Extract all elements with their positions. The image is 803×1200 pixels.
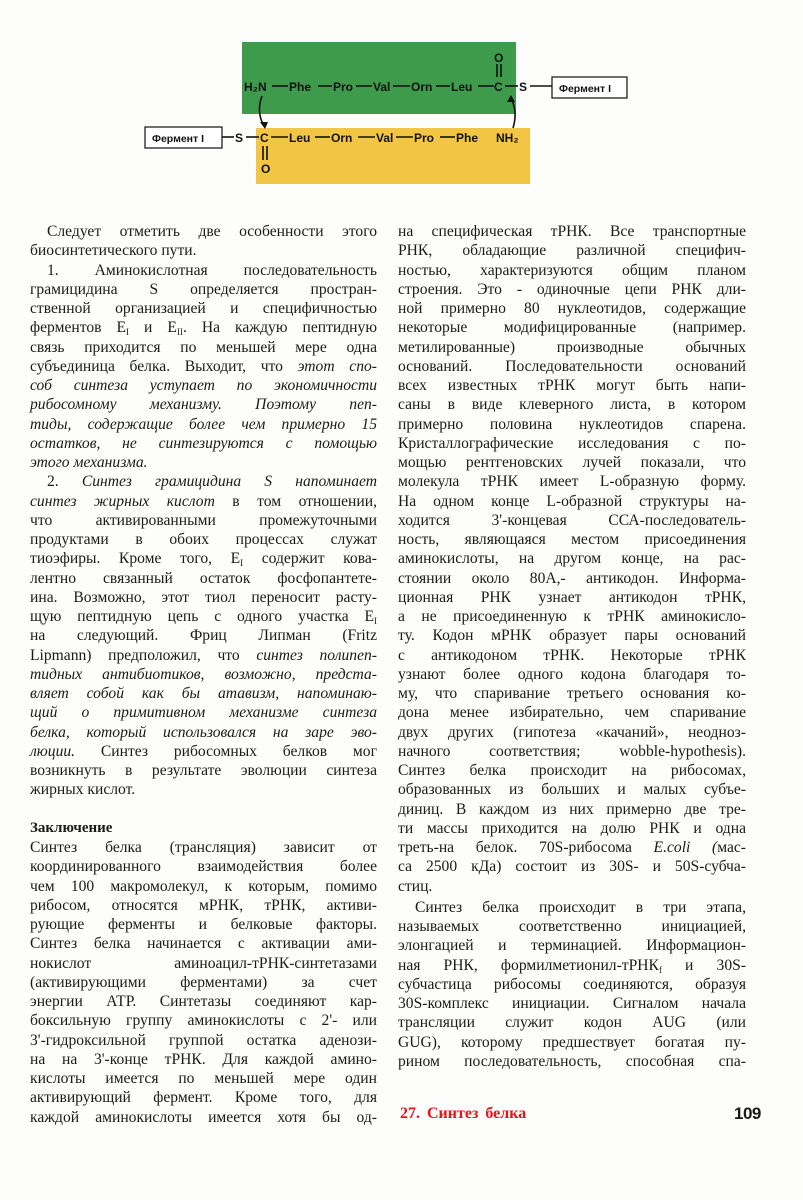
text-line: ходится 3'-концевая ССА-последователь- [398, 511, 746, 529]
text-line: координированного взаимодействия более [30, 858, 377, 876]
text-run: ферментов E [30, 319, 127, 337]
top-chain-residue: Pro [333, 80, 354, 94]
text-line: субчастица рибосомы соединяются, образуя [398, 975, 746, 993]
text-line [30, 434, 377, 453]
text-line: ина. Возможно, этот тиол переносит расту- [30, 588, 377, 606]
text-line: 30S-комплекс инициации. Сигналом начала [398, 995, 746, 1012]
bottom-chain-residue: S [235, 131, 244, 145]
text-line [30, 703, 377, 722]
text-line: рующие ферменты и белковые факторы. [30, 916, 377, 933]
text-line: са 2500 кДа) состоит из 30S- и 50S-субча- [398, 858, 746, 876]
text-line: примерно половина нуклеотидов спарена. [398, 415, 746, 433]
text-run: тиоэфиры. Кроме того, E [30, 550, 241, 568]
italic-text: синтез полипеп- [256, 646, 377, 664]
text-line: оснований. Последовательности оснований [398, 357, 746, 375]
bottom-chain-residue: Orn [331, 131, 353, 145]
italic-text: соб синтеза уступает по экономичности [30, 377, 377, 394]
text-line: GUG), которому предшествует богатая пу- [398, 1033, 746, 1051]
italic-text: остатков, не синтезируются с помощью [30, 434, 377, 452]
text-line [398, 956, 746, 975]
text-run: ная РНК, формилметионил-тРНК [398, 956, 659, 974]
text-line: начного соответствия; wobble-hypothesis). [398, 742, 746, 760]
subscript: f [658, 964, 662, 975]
text-line: нокислот аминоацил-тРНК-синтетазами [30, 954, 377, 972]
italic-text: тиды, содержащие более чем примерно 15 [30, 415, 377, 433]
text-line: жирных кислот. [30, 781, 136, 799]
paragraph [30, 222, 377, 261]
paragraph [398, 222, 746, 896]
text-line: некоторые модифицированные (например. [398, 319, 746, 337]
text-line: дона менее избирательно, чем спаривание [398, 704, 746, 722]
text-run: и E [129, 319, 177, 337]
top-chain-residue: H₂N [244, 80, 267, 94]
text-line: всех известных тРНК могут быть напи- [398, 377, 746, 394]
text-line: 1. Аминокислотная последовательность [47, 261, 377, 279]
text-line: продуктами в обоих процессах служат [30, 531, 377, 548]
italic-text: вляет собой как бы атавизм, напоминаю- [30, 685, 377, 702]
text-run: содержит кова- [243, 550, 377, 568]
text-line: Синтез белка (трансляция) зависит от [30, 839, 377, 856]
left-text-column [30, 222, 377, 1127]
text-line: боксильную группу аминокислоты с 2'- или [30, 1012, 377, 1030]
paragraph [30, 838, 377, 1127]
text-run: 2. [47, 473, 82, 491]
text-line: 3'-гидроксильной группой остатка аденози- [30, 1031, 377, 1049]
text-line: (активирующими ферментами) за счет [30, 973, 377, 991]
text-line [30, 684, 377, 703]
text-line: а не присоединенную к тРНК аминокисло- [398, 608, 746, 625]
text-line: ту. Кодон мРНК образует пары оснований [398, 627, 746, 645]
text-line: Синтез белка начинается с активации ами- [30, 935, 377, 953]
text-line: ти массы приходится на долю РНК и одна [398, 819, 746, 837]
text-line: РНК, обладающие различной специфич- [398, 242, 746, 260]
italic-text: синтез жирных кислот [30, 492, 215, 510]
text-line: называемых соответственно инициацией, [398, 918, 746, 935]
text-line: активирующий фермент. Кроме того, для [30, 1089, 377, 1107]
text-line [30, 318, 377, 337]
text-line: мощью рентгеновских лучей показали, что [398, 454, 746, 471]
top-chain-residue: Val [373, 80, 391, 94]
italic-text: люции. [30, 742, 76, 760]
text-line [30, 607, 377, 626]
text-line [30, 742, 377, 761]
subscript: I [240, 558, 244, 569]
text-line: двух других (гипотеза «качаний», неоднoз- [398, 723, 746, 741]
text-line: образованных из больших и малых субъе- [398, 781, 746, 799]
text-line [398, 838, 746, 857]
text-line: аминокислоты, на другом конце, на рас- [398, 550, 746, 568]
text-line: диниц. В каждом из них примерно две тре- [398, 800, 746, 818]
bottom-chain-residue: Val [376, 131, 394, 145]
bottom-chain-residue: Leu [289, 131, 311, 145]
text-line: На одном конце L-образной структуры на- [398, 492, 746, 510]
text-line: с антикодоном тРНК. Некоторые тРНК [398, 646, 746, 664]
text-line: Следует отметить две особенности этого [47, 223, 377, 240]
text-line [30, 665, 377, 684]
subscript: II [176, 327, 183, 338]
text-line: стиц. [398, 877, 433, 895]
text-line [30, 415, 377, 434]
gramicidin-synthesis-figure [0, 0, 803, 200]
text-line: рибосом, относятся мРНК, тРНК, активи- [30, 896, 377, 914]
italic-text: щий о примитивном механизме синтеза [30, 704, 377, 722]
italic-text: рибосомному механизму. Поэтому пеп- [30, 396, 377, 414]
text-run: субъединица белка. Выходит, что [30, 357, 298, 375]
text-line: молекула тРНК имеет L-образную форму. [398, 473, 746, 491]
text-line [30, 376, 377, 395]
text-line: на на 3'-конце тРНК. Для каждой амино- [30, 1050, 377, 1068]
enzyme-label-bottom: Фермент I [152, 133, 205, 145]
bottom-oxygen: O [261, 162, 271, 176]
text-line: му, что спаривание третьего основания ко- [398, 685, 746, 702]
text-line [30, 549, 377, 568]
text-run: . На каждую пептидную [182, 319, 377, 337]
text-line: кислоты имеется по меньшей мере один [30, 1070, 377, 1087]
text-line: Синтез белка происходит в три этапа, [415, 898, 746, 916]
bottom-chain-residue: NH₂ [496, 131, 519, 145]
top-chain-residue: S [519, 80, 528, 94]
top-chain-band [242, 42, 516, 114]
paragraph [30, 261, 377, 473]
right-text-column [398, 222, 746, 1071]
italic-text: этого механизма. [30, 454, 148, 471]
text-line: что активированными промежуточными [30, 511, 377, 529]
italic-text: тидных антибиотиков, возможно, предста- [30, 665, 377, 683]
text-line: ность, являющаяся местом присоединения [398, 531, 746, 548]
text-line: биосинтетического пути. [30, 242, 197, 260]
top-chain-residue: Phe [289, 80, 312, 94]
text-line [30, 723, 377, 742]
text-line: ной примерно 80 нуклеотидов, содержащие [398, 300, 746, 317]
text-run: щую пептидную цепь с одного участка E [30, 608, 374, 625]
text-line: каждой аминокислоты имеется хотя бы од- [30, 1108, 377, 1126]
text-line: узнают более одного кодона благодаря то- [398, 665, 746, 683]
chapter-title-footer: 27. Синтез белка [400, 1105, 527, 1122]
paragraph [30, 472, 377, 799]
top-chain-residue: Leu [451, 80, 473, 94]
text-line: лентно связанный остаток фосфопантете- [30, 569, 377, 587]
text-line [30, 453, 377, 472]
top-chain-residue: Orn [411, 80, 433, 94]
text-line [30, 646, 377, 665]
text-line [30, 492, 377, 511]
subscript: I [374, 616, 377, 626]
text-run: и 30S- [661, 956, 746, 974]
text-run: Синтез рибосомных белков мог [75, 742, 377, 760]
enzyme-label-top: Фермент I [559, 83, 612, 95]
text-line: ционная РНК узнает антикодон тРНК, [398, 588, 746, 606]
text-line: метилированные) производные обычных [398, 338, 746, 356]
top-chain-residue: C [494, 80, 503, 94]
italic-text: белка, который использовался на заре эво- [30, 723, 377, 741]
text-line: возникнуть в результате эволюции синтеза [30, 762, 377, 779]
text-line: связь приходится по меньшей мере одна [30, 338, 377, 356]
bottom-chain-residue: Pro [414, 131, 435, 145]
italic-text: Синтез грамицидина S напоминает [81, 473, 378, 491]
italic-text: E.coli ( [653, 839, 718, 856]
top-oxygen: O [494, 51, 504, 65]
text-line: Кристаллографические исследования с по- [398, 434, 746, 452]
page-number: 109 [734, 1104, 761, 1123]
text-run: в том отношении, [214, 492, 377, 510]
text-line: трансляции служит кодон AUG (или [398, 1014, 746, 1032]
text-line: энергии АТР. Синтетазы соединяют кар- [30, 993, 377, 1010]
text-line: на следующий. Фриц Липман (Fritz [30, 627, 377, 645]
text-line: ственной организацией и специфичностью [30, 300, 377, 317]
bottom-chain-residue: C [260, 131, 269, 145]
text-run: треть-на белок. 70S-рибосома [398, 839, 654, 856]
section-heading: Заключение [30, 819, 113, 836]
text-line: чем 100 макромолекул, к которым, помимо [30, 877, 377, 895]
text-line [30, 395, 377, 414]
text-line: на специфическая тРНК. Все транспортные [398, 223, 746, 240]
paragraph [398, 898, 746, 1071]
text-line: строения. Это - одиночные цепи РНК дли- [398, 280, 746, 298]
text-line: грамицидина S определяется простран- [30, 280, 377, 298]
text-line: Синтез белка происходит на рибосомах, [398, 762, 746, 779]
text-line: ностью, характеризуются общим планом [398, 261, 746, 279]
text-line [30, 472, 377, 491]
text-run: мас- [717, 839, 746, 856]
text-line: элонгацией и терминацией. Информацион- [398, 937, 746, 955]
subscript: I [126, 327, 130, 338]
text-line: саны в виде клеверного листа, в котором [398, 396, 746, 414]
text-run: Lipmann) предположил, что [30, 646, 257, 664]
text-line [30, 357, 377, 376]
text-line: рином последовательность, способная спа- [398, 1052, 746, 1070]
text-line: стоянии около 80А,- антикодон. Информа- [398, 569, 746, 587]
italic-text: этот спо- [297, 357, 377, 375]
bottom-chain-residue: Phe [456, 131, 479, 145]
